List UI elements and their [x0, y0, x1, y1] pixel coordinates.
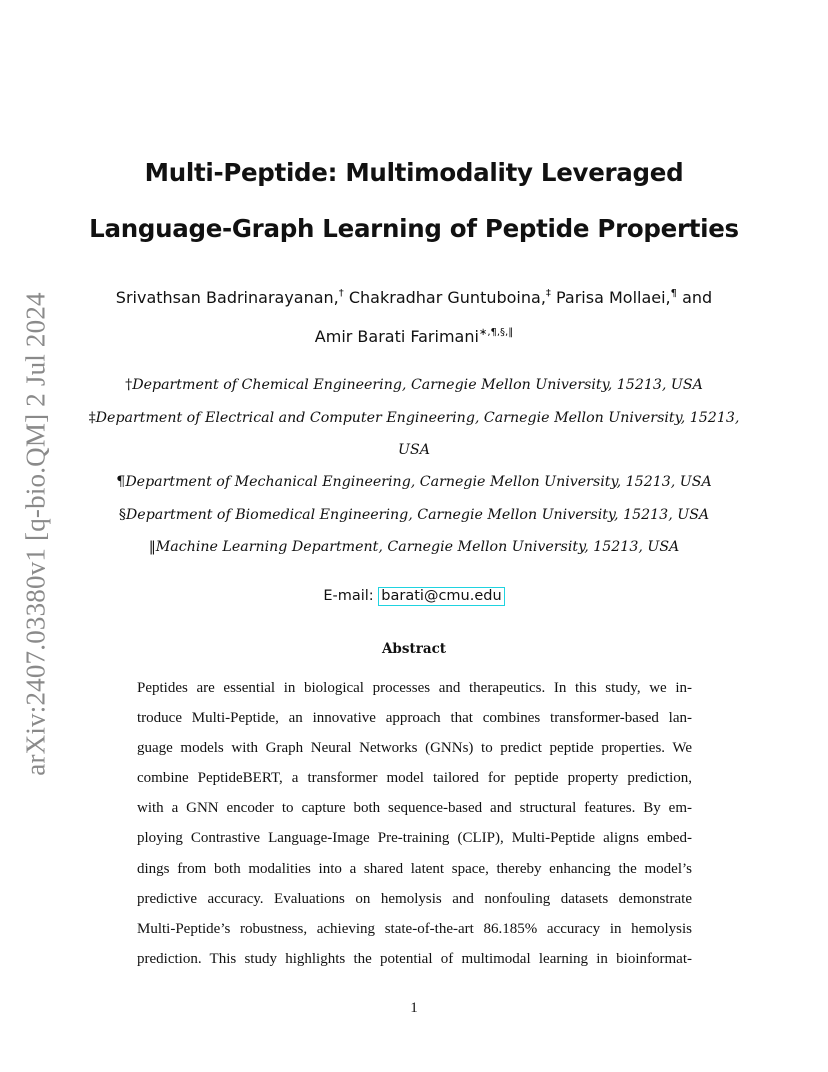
author-farimani: Amir Barati Farimani	[314, 327, 479, 346]
author-affiliation-mark: ∗,¶,§,‖	[478, 327, 514, 338]
paper-title-line-1: Multi-Peptide: Multimodality Leveraged	[144, 158, 684, 187]
affiliation-text: USA	[398, 442, 430, 458]
affiliation-mark: ‖	[148, 539, 156, 555]
email-link[interactable]: barati@cmu.edu	[378, 587, 504, 606]
affiliation-mark: ‡	[88, 410, 96, 426]
author-affiliation-mark: ¶	[670, 288, 678, 299]
affiliation-continuation	[0, 442, 828, 458]
abstract-line: ploying Contrastive Language-Image Pre-training (CLIP), Multi-Peptide aligns embed-	[137, 830, 692, 846]
affiliation-biomedical-engineering	[0, 507, 828, 523]
email-line	[0, 587, 828, 606]
abstract-line: dings from both modalities into a shared latent space, thereby enhancing the model’s	[137, 861, 692, 877]
affiliation-text: Machine Learning Department, Carnegie Mellon University, 15213, USA	[155, 539, 680, 555]
affiliation-electrical-engineering	[0, 410, 828, 426]
authors-line-2	[0, 327, 828, 346]
author-affiliation-mark: †	[338, 288, 344, 299]
abstract-line: Peptides are essential in biological processes and therapeutics. In this study, we in-	[137, 680, 692, 696]
affiliation-mechanical-engineering	[0, 474, 828, 490]
author-badrinarayanan: Srivathsan Badrinarayanan,	[115, 288, 339, 307]
author-guntuboina: Chakradhar Guntuboina,	[343, 288, 546, 307]
affiliation-text: Department of Electrical and Computer Engineering, Carnegie Mellon University, 15213,	[95, 410, 740, 426]
affiliation-chemical-engineering	[0, 377, 828, 393]
abstract-line: guage models with Graph Neural Networks (GNNs) to predict peptide properties. We	[137, 740, 692, 756]
affiliation-machine-learning	[0, 539, 828, 555]
authors-line-1	[0, 288, 828, 307]
abstract-line: combine PeptideBERT, a transformer model tailored for peptide property prediction,	[137, 770, 692, 786]
affiliation-mark: ¶	[116, 474, 126, 490]
abstract-line: troduce Multi-Peptide, an innovative approach that combines transformer-based lan-	[137, 710, 692, 726]
abstract-heading: Abstract	[381, 641, 447, 657]
arxiv-identifier-stamp: arXiv:2407.03380v1 [q-bio.QM] 2 Jul 2024	[20, 292, 51, 776]
affiliation-text: Department of Biomedical Engineering, Carnegie Mellon University, 15213, USA	[125, 507, 710, 523]
affiliation-text: Department of Mechanical Engineering, Carnegie Mellon University, 15213, USA	[125, 474, 712, 490]
abstract-line: Multi-Peptide’s robustness, achieving state-of-the-art 86.185% accuracy in hemolysis	[137, 921, 692, 937]
email-label: E-mail:	[323, 588, 379, 604]
page-number: 1	[410, 1000, 418, 1016]
abstract-line: prediction. This study highlights the potential of multimodal learning in bioinformat-	[137, 951, 692, 967]
affiliation-mark: †	[125, 377, 133, 393]
author-conjunction: and	[677, 288, 713, 307]
affiliation-mark: §	[118, 507, 126, 523]
abstract-line: predictive accuracy. Evaluations on hemolysis and nonfouling datasets demonstrate	[137, 891, 692, 907]
author-mollaei: Parisa Mollaei,	[550, 288, 671, 307]
author-affiliation-mark: ‡	[545, 288, 551, 299]
affiliation-text: Department of Chemical Engineering, Carnegie Mellon University, 15213, USA	[132, 377, 703, 393]
abstract-line: with a GNN encoder to capture both sequence-based and structural features. By em-	[137, 800, 692, 816]
paper-title-line-2: Language-Graph Learning of Peptide Properties	[89, 214, 739, 243]
